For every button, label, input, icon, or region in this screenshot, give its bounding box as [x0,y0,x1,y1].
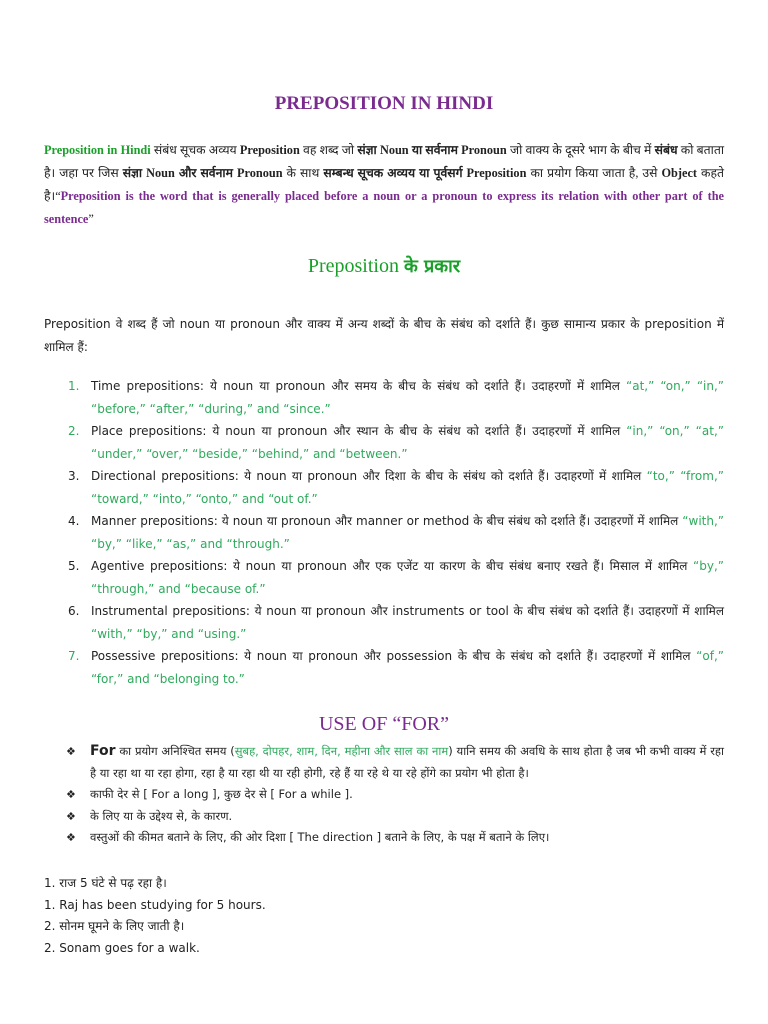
example-line: 2. सोनम घूमने के लिए जाती है। [44,919,185,933]
intro-text: वह शब्द जो [299,143,358,157]
list-number: 1. [68,379,80,393]
list-text: Instrumental prepositions: ये noun या pronoun और instruments or tool के बीच संबंध को दर्शाते हैं। उदाहरणों में शामिल [91,604,724,618]
diamond-bullet-icon: ❖ [66,788,76,801]
list-item [44,510,724,555]
intro-bold: Preposition [239,143,300,157]
list-item [66,827,724,849]
intro-term: Preposition in Hindi [44,143,151,157]
list-item [44,465,724,510]
diamond-bullet-icon: ❖ [66,745,76,758]
list-text: का प्रयोग अनिश्चित समय ( [115,744,235,758]
intro-text: ” [88,212,94,226]
list-text: Manner prepositions: ये noun या pronoun और manner or method के बीच संबंध को दर्शाते हैं। उदाहरणों में शामिल [91,514,683,528]
diamond-bullet-icon: ❖ [66,831,76,844]
list-examples: “in,” “on,” “at,” “under,” “over,” “beside,” “behind,” and “between.” [91,424,724,461]
intro-bold: संज्ञा Noun और सर्वनाम Pronoun [122,166,283,180]
example-line: 2. Sonam goes for a walk. [44,940,200,955]
list-number: 2. [68,424,80,438]
list-item [66,741,724,784]
list-examples: “of,” “for,” and “belonging to.” [91,649,724,686]
list-text: के लिए या के उद्देश्य से, के कारण. [90,808,233,823]
types-heading-hi: के प्रकार [403,256,461,277]
example-line: 1. राज 5 घंटे से पढ़ रहा है। [44,876,167,890]
intro-text: को बताता है। जहा पर जिस [44,143,725,180]
list-item [66,784,724,806]
list-number: 3. [68,469,80,483]
example-line: 1. Raj has been studying for 5 hours. [44,897,266,912]
types-heading-en: Preposition [307,255,404,277]
list-item [44,375,724,420]
list-item [44,555,724,600]
list-text: Place prepositions: ये noun या pronoun और स्थान के बीच के संबंध को दर्शाते हैं। उदाहरणों में शामिल [91,424,627,438]
list-number: 7. [68,649,80,663]
list-number: 5. [68,559,80,573]
list-examples: सुबह, दोपहर, शाम, दिन, महीना और साल का नाम [234,744,449,758]
intro-text: के साथ [282,166,324,180]
list-text: ) यानि समय की अवधि के साथ होता है जब भी कभी वाक्य में रहा है या रहा था या रहा होगा, रहा है या रहा थी या रही होगी, रहे हैं या रहे थे या रहे होंगे का प्रयोग भी होता है। [90,744,724,780]
list-number: 6. [68,604,80,618]
list-text: Time prepositions: ये noun या pronoun और समय के बीच के संबंध को दर्शाते हैं। उदाहरणों में शामिल [91,379,626,393]
for-term: For [90,743,116,759]
list-item [66,806,724,828]
types-intro: Preposition वे शब्द हैं जो noun या pronoun और वाक्य में अन्य शब्दों के बीच के संबंध को दर्शाते हैं। कुछ सामान्य प्रकार के preposition में शामिल हैं: [44,317,724,354]
list-text: वस्तुओं की कीमत बताने के लिए, की ओर दिशा [ The direction ] बताने के लिए, के पक्ष में बताने के लिए। [90,830,550,844]
types-heading [0,254,768,278]
page-title: PREPOSITION IN HINDI [274,93,494,114]
example-sentences [44,873,724,959]
intro-text: कहते है।“ [44,166,724,203]
intro-bold: सम्बन्ध सूचक अव्यय या पूर्वसर्ग Preposition [323,166,527,180]
list-item [44,645,724,690]
list-number: 4. [68,514,80,528]
intro-paragraph [44,139,724,231]
types-list [44,375,724,690]
list-examples: “at,” “on,” “in,” “before,” “after,” “during,” and “since.” [91,379,724,416]
list-text: Possessive prepositions: ये noun या pronoun और possession के बीच के संबंध को दर्शाते हैं। उदाहरणों में शामिल [91,649,697,663]
list-text: काफी देर से [ For a long ], कुछ देर से [ For a while ]. [90,787,353,801]
intro-text: संबंध सूचक अव्यय [150,143,240,157]
intro-bold: Object [661,166,697,180]
list-text: Agentive prepositions: ये noun या pronoun और एक एजेंट या कारण के बीच संबंध बनाए रखते हैं। मिसाल में शामिल [91,559,694,573]
use-of-for-heading: USE OF “FOR” [318,713,449,735]
list-examples: “to,” “from,” “toward,” “into,” “onto,” and “out of.” [91,469,724,506]
diamond-bullet-icon: ❖ [66,809,76,823]
list-item [44,420,724,465]
intro-english-definition: Preposition is the word that is generally placed before a noun or a pronoun to express its relation with other part of the sentence [44,189,724,226]
list-item [44,600,724,645]
intro-bold: संबंध [654,143,678,157]
intro-bold: संज्ञा Noun या सर्वनाम Pronoun [357,143,507,157]
for-usage-list [66,741,724,849]
intro-text: का प्रयोग किया जाता है, उसे [526,166,662,180]
intro-text: जो वाक्य के दूसरे भाग के बीच में [506,143,655,157]
list-examples: “with,” “by,” “like,” “as,” and “through.” [91,514,724,551]
list-examples: “by,” “through,” and “because of.” [91,559,724,596]
list-text: Directional prepositions: ये noun या pronoun और दिशा के बीच के संबंध को दर्शाते हैं। उदाहरणों में शामिल [91,469,647,483]
list-examples: “with,” “by,” and “using.” [91,626,247,641]
